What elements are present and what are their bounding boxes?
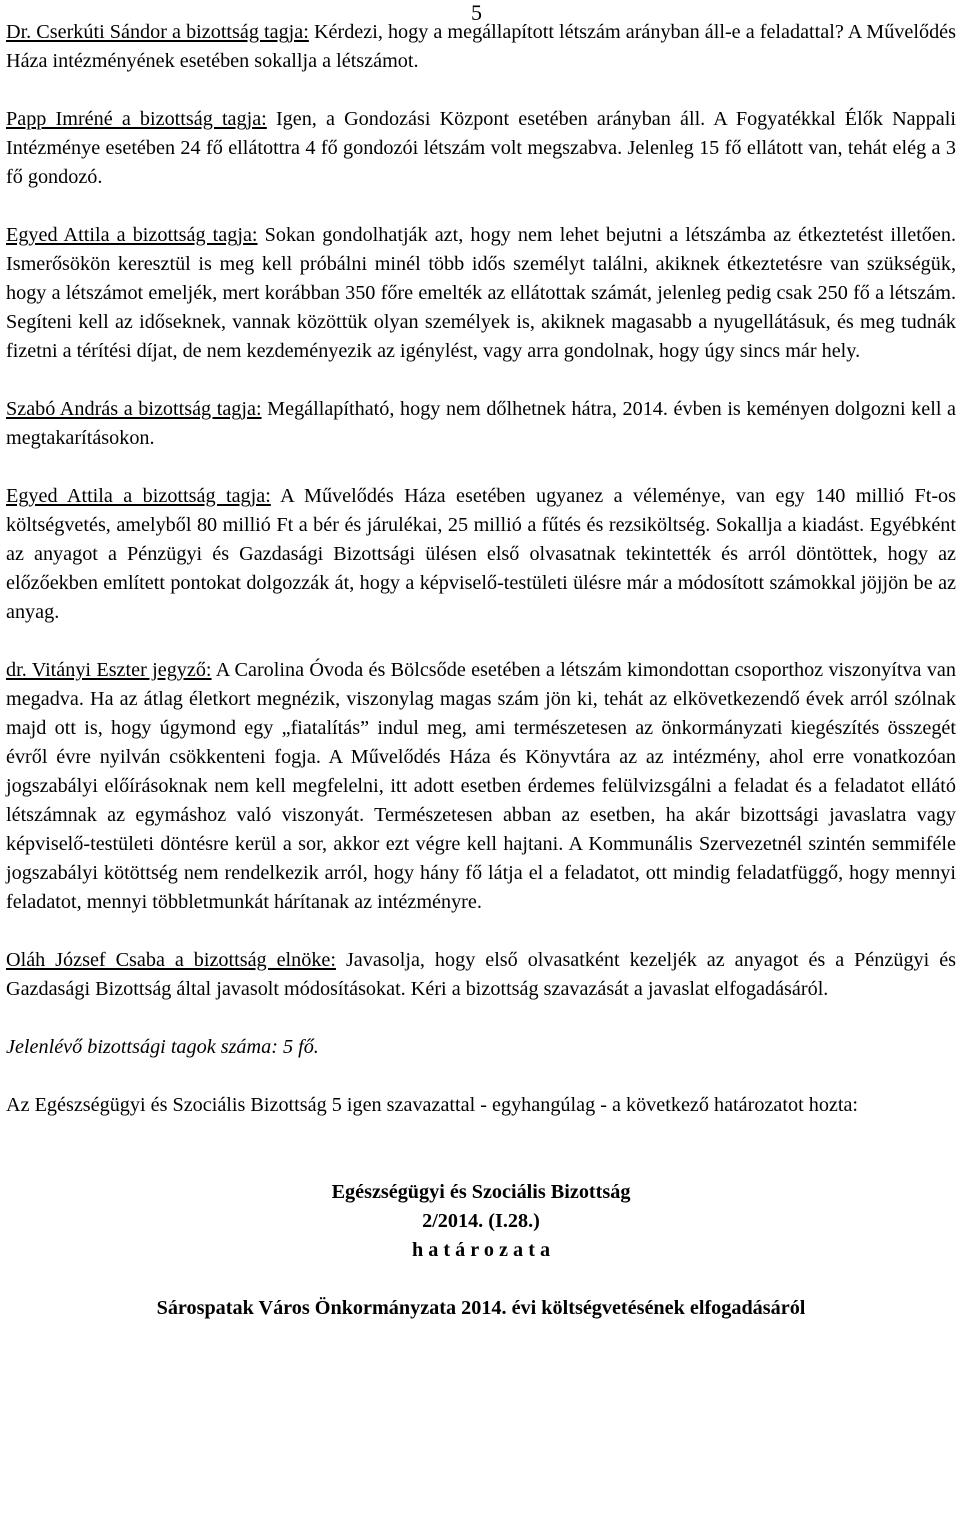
paragraph-text: Sokan gondolhatják azt, hogy nem lehet bejutni a létszámba az étkeztetést illetően. Ismerősökön keresztül is meg kell próbálni minél több idős személyt találni, akiknek étkeztetésre van szükségük, hogy a létszámot emeljék, mert korábban 350 főre emelték az ellátottak számát, jelenleg pedig csak 250 fő a létszám. Segíteni kell az időseknek, vannak közöttük olyan személyek is, akiknek magasabb a nyugellátásuk, és meg tudnák fizetni a térítési díjat, de nem kezdeményezik az igénylést, vagy arra gondolnak, hogy úgy sincs már hely. <box>6 224 956 362</box>
paragraph <box>6 105 956 192</box>
paragraph-text: A Carolina Óvoda és Bölcsőde esetében a létszám kimondottan csoporthoz viszonyítva van megadva. Ha az átlag életkort megnézik, viszonylag magas szám jön ki, tehát az elkövetkezendő évek arról szólnak majd ott is, hogy úgymond egy „fiatalítás” indul meg, ami természetesen az önkormányzati kiegészítés összegét évről évre nyilván csökkenteni fogja. A Művelődés Háza és Könyvtára az az intézmény, ahol erre vonatkozóan jogszabályi előírásoknak nem kell megfelelni, itt adott esetben érdemes felülvizsgálni a feladat és a feladatot ellátó létszámnak az egymáshoz való viszonyát. Természetesen abban az esetben, ha akár bizottsági javaslatra vagy képviselő-testületi döntésre kerül a sor, akkor ezt végre kell hajtani. A Kommunális Szervezetnél szintén semmiféle jogszabályi kötöttség nem rendelkezik arról, hogy hány fő látja el a feladatot, ott mindig feladatfüggő, hogy mennyi feladatot, mennyi többletmunkát hárítanak az intézményre. <box>6 659 956 913</box>
paragraph <box>6 482 956 627</box>
paragraph <box>6 221 956 366</box>
attendance-note: Jelenlévő bizottsági tagok száma: 5 fő. <box>6 1036 319 1058</box>
resolution-committee: Egészségügyi és Szociális Bizottság <box>331 1181 631 1203</box>
document-body <box>6 18 956 1352</box>
paragraph <box>6 946 956 1004</box>
resolution-label: h a t á r o z a t a <box>411 1239 551 1261</box>
paragraph-text: Javasolja, hogy első olvasatként kezeljék az anyagot és a Pénzügyi és Gazdasági Bizottság által javasolt módosításokat. Kéri a bizottság szavazását a javaslat elfogadásáról. <box>6 949 957 1000</box>
speaker-label: dr. Vitányi Eszter jegyző: <box>6 659 212 681</box>
vote-statement: Az Egészségügyi és Szociális Bizottság 5 igen szavazattal - egyhangúlag - a következő határozatot hozta: <box>6 1094 859 1116</box>
paragraph <box>6 656 956 917</box>
paragraph-text: Megállapítható, hogy nem dőlhetnek hátra, 2014. évben is keményen dolgozni kell a megtakarításokon. <box>6 398 956 449</box>
speaker-label: Oláh József Csaba a bizottság elnöke: <box>6 949 336 971</box>
resolution-subject: Sárospatak Város Önkormányzata 2014. évi költségvetésének elfogadásáról <box>156 1297 806 1319</box>
speaker-label: Dr. Cserkúti Sándor a bizottság tagja: <box>6 21 309 43</box>
paragraph <box>6 18 956 76</box>
speaker-label: Egyed Attila a bizottság tagja: <box>6 485 271 507</box>
resolution-header <box>6 1178 956 1323</box>
speaker-label: Egyed Attila a bizottság tagja: <box>6 224 258 246</box>
paragraph-text: Kérdezi, hogy a megállapított létszám arányban áll-e a feladattal? A Művelődés Háza intézményének esetében sokallja a létszámot. <box>6 21 956 72</box>
speaker-label: Papp Imréné a bizottság tagja: <box>6 108 267 130</box>
paragraph-text: A Művelődés Háza esetében ugyanez a véleménye, van egy 140 millió Ft-os költségvetés, amelyből 80 millió Ft a bér és járulékai, 25 millió a fűtés és rezsiköltség. Sokallja a kiadást. Egyébként az anyagot a Pénzügyi és Gazdasági Bizottsági ülésen első olvasatnak tekintették és arról döntöttek, hogy az előzőekben említett pontokat dolgozzák át, hogy a képviselő-testületi ülésre már a módosított számokkal jöjjön be az anyag. <box>6 485 956 623</box>
paragraph <box>6 395 956 453</box>
speaker-label: Szabó András a bizottság tagja: <box>6 398 262 420</box>
paragraph-text: Igen, a Gondozási Központ esetében arányban áll. A Fogyatékkal Élők Nappali Intézménye esetében 24 fő ellátottra 4 fő gondozói létszám volt megszabva. Jelenleg 15 fő ellátott van, tehát elég a 3 fő gondozó. <box>6 108 956 188</box>
resolution-number: 2/2014. (I.28.) <box>422 1210 540 1232</box>
page-number: 5 <box>471 0 482 25</box>
